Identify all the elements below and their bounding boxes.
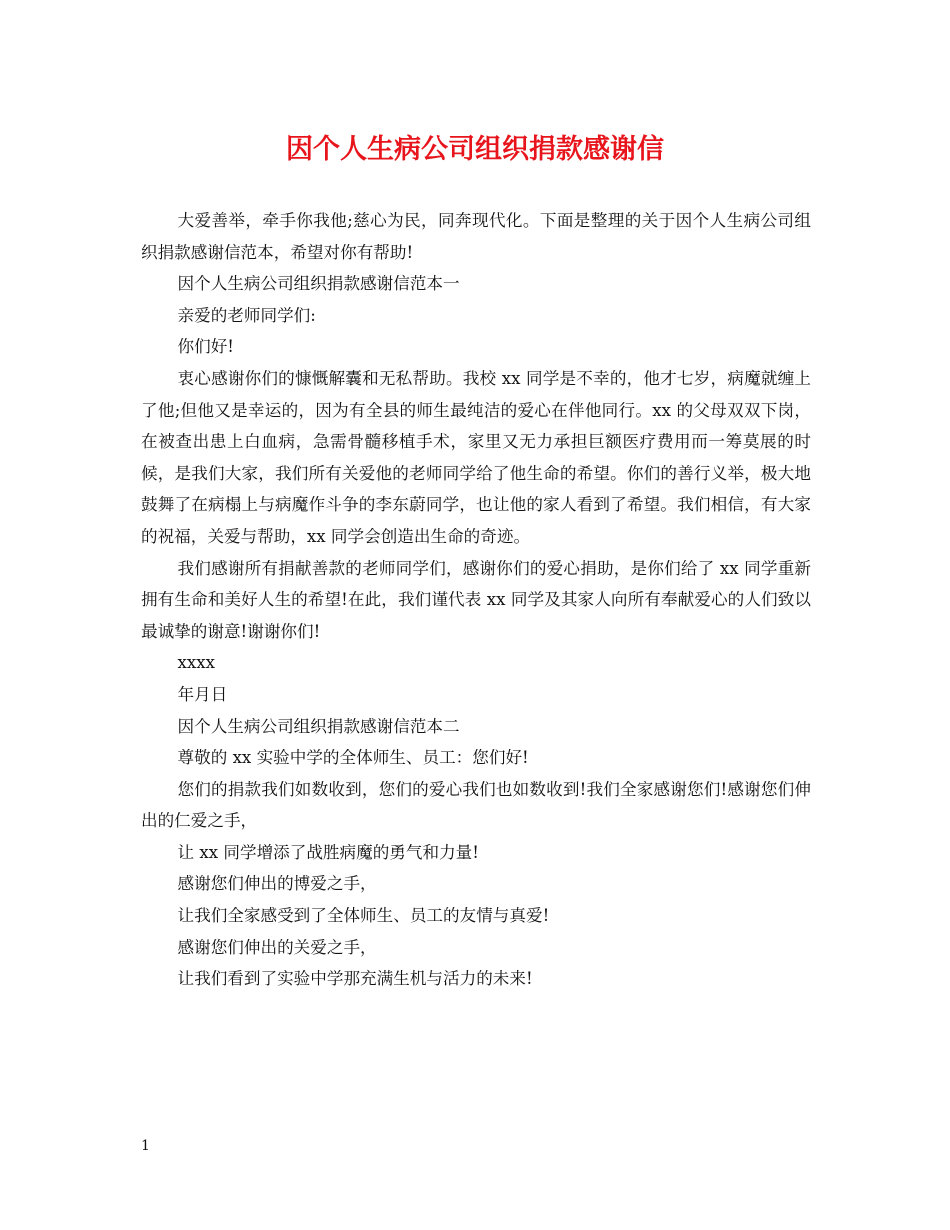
paragraph: 年月日 <box>177 684 228 704</box>
paragraph: 衷心感谢你们的慷慨解囊和无私帮助。我校 xx 同学是不幸的，他才七岁，病魔就缠上了他;但他又是幸运的，因为有全县的师生最纯洁的爱心在伴他同行。xx 的父母双双下岗，在被查出患上白血病，急需骨髓移植手术，家里又无力承担巨额医疗费用而一筹莫展的时候，是我们大家，我们所有关爱他的老师同学给了他生命的希望。你们的善行义举，极大地鼓舞了在病榻上与病魔作斗争的李东蔚同学，也让他的家人看到了希望。我们相信，有大家的祝福，关爱与帮助，xx 同学会创造出生命的奇迹。 <box>141 368 811 546</box>
paragraph: 让我们看到了实验中学那充满生机与活力的未来! <box>177 969 533 989</box>
paragraph: 大爱善举，牵手你我他;慈心为民，同奔现代化。下面是整理的关于因个人生病公司组织捐款感谢信范本，希望对你有帮助! <box>141 211 811 262</box>
paragraph: xxxx <box>177 653 215 673</box>
paragraph: 感谢您们伸出的关爱之手， <box>177 937 377 957</box>
page-number: 1 <box>141 1138 150 1154</box>
paragraph: 因个人生病公司组织捐款感谢信范本二 <box>177 716 460 736</box>
paragraph: 亲爱的老师同学们: <box>177 305 316 325</box>
paragraph: 感谢您们伸出的博爱之手， <box>177 874 377 894</box>
paragraph: 尊敬的 xx 实验中学的全体师生、员工：您们好! <box>177 748 529 768</box>
paragraph: 因个人生病公司组织捐款感谢信范本一 <box>177 274 460 294</box>
paragraph: 我们感谢所有捐献善款的老师同学们，感谢你们的爱心捐助，是你们给了 xx 同学重新拥有生命和美好人生的希望!在此，我们谨代表 xx 同学及其家人向所有奉献爱心的人们致以最诚挚的谢意!谢谢你们! <box>141 558 811 641</box>
paragraph: 你们好! <box>177 337 234 357</box>
paragraph: 您们的捐款我们如数收到，您们的爱心我们也如数收到!我们全家感谢您们!感谢您们伸出的仁爱之手， <box>141 779 811 831</box>
document-body <box>141 205 811 995</box>
paragraph: 让 xx 同学增添了战胜病魔的勇气和力量! <box>177 842 479 862</box>
paragraph: 让我们全家感受到了全体师生、员工的友情与真爱! <box>177 906 550 926</box>
document-title: 因个人生病公司组织捐款感谢信 <box>286 134 664 165</box>
